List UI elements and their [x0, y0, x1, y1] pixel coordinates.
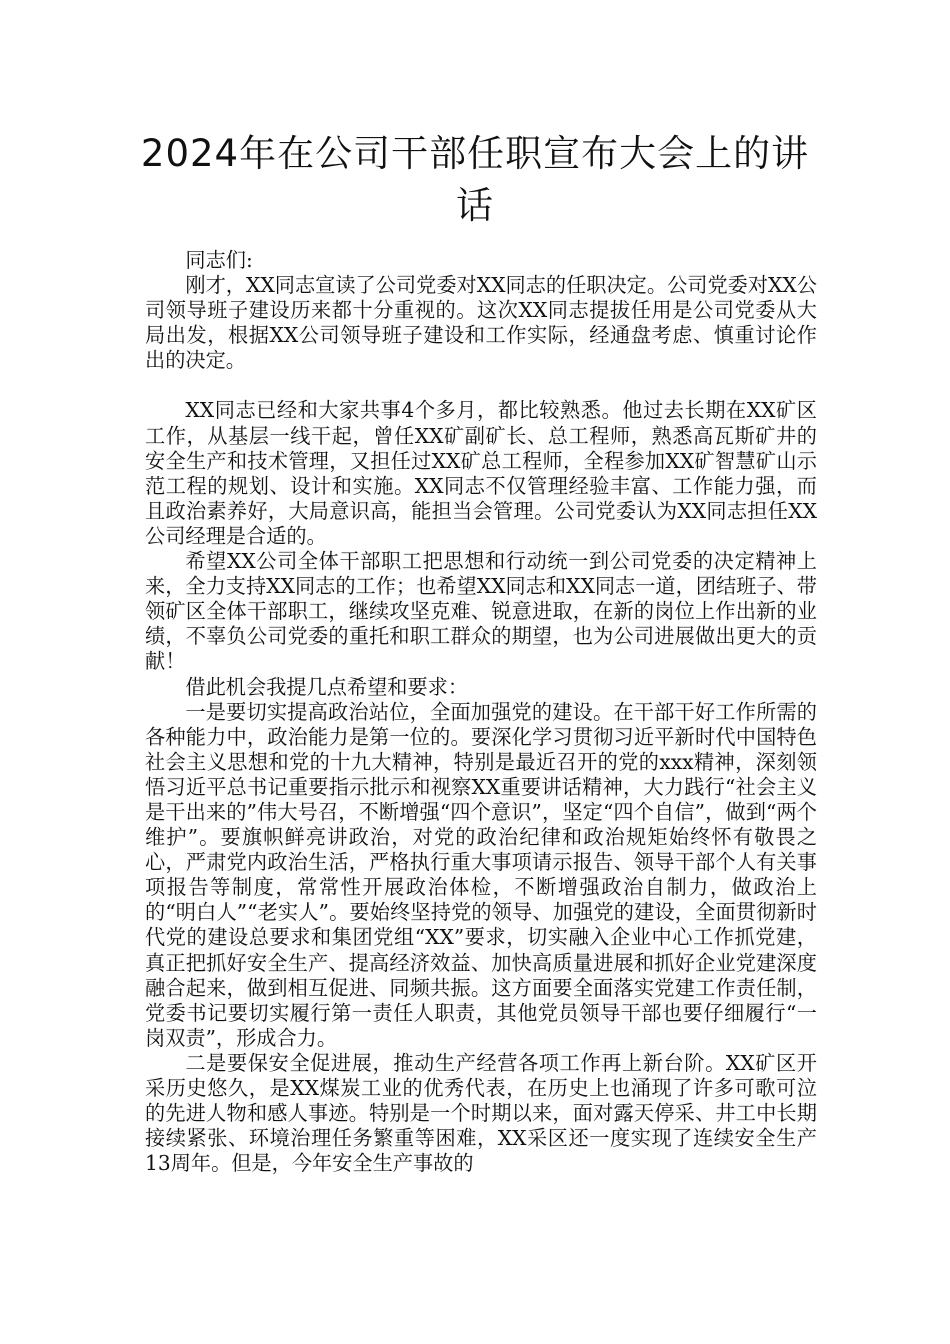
- document-body: [145, 248, 817, 1176]
- paragraph: 一是要切实提高政治站位，全面加强党的建设。在干部干好工作所需的各种能力中，政治能力是第一位的。要深化学习贯彻习近平新时代中国特色社会主义思想和党的十九大精神，特别是最近召开的党的xxx精神，深刻领悟习近平总书记重要指示批示和视察XX重要讲话精神，大力践行“社会主义是干出来的”伟大号召，不断增强“四个意识”，坚定“四个自信”，做到“两个维护”。要旗帜鲜亮讲政治，对党的政治纪律和政治规矩始终怀有敬畏之心，严肃党内政治生活，严格执行重大事项请示报告、领导干部个人有关事项报告等制度，常常性开展政治体检，不断增强政治自制力，做政治上的“明白人”“老实人”。要始终坚持党的领导、加强党的建设，全面贯彻新时代党的建设总要求和集团党组“XX”要求，切实融入企业中心工作抓党建，真正把抓好安全生产、提高经济效益、加快高质量进展和抓好企业党建深度融合起来，做到相互促进、同频共振。这方面要全面落实党建工作责任制，党委书记要切实履行第一责任人职责，其他党员领导干部也要仔细履行“一岗双责”，形成合力。: [145, 699, 817, 1050]
- paragraph: XX同志已经和大家共事4个多月，都比较熟悉。他过去长期在XX矿区工作，从基层一线干起，曾任XX矿副矿长、总工程师，熟悉高瓦斯矿井的安全生产和技术管理，又担任过XX矿总工程师，全程参加XX矿智慧矿山示范工程的规划、设计和实施。XX同志不仅管理经验丰富、工作能力强，而且政治素养好，大局意识高，能担当会管理。公司党委认为XX同志担任XX公司经理是合适的。: [145, 398, 817, 548]
- salutation: 同志们:: [185, 248, 253, 272]
- paragraph: 二是要保安全促进展，推动生产经营各项工作再上新台阶。XX矿区开采历史悠久，是XX煤炭工业的优秀代表，在历史上也涌现了许多可歌可泣的先进人物和感人事迹。特别是一个时期以来，面对露天停采、井工中长期接续紧张、环境治理任务繁重等困难，XX采区还一度实现了连续安全生产13周年。但是，今年安全生产事故的: [145, 1050, 817, 1176]
- paragraph: 刚才，XX同志宣读了公司党委对XX同志的任职决定。公司党委对XX公司领导班子建设历来都十分重视的。这次XX同志提拔任用是公司党委从大局出发，根据XX公司领导班子建设和工作实际，经通盘考虑、慎重讨论作出的决定。: [145, 273, 817, 373]
- paragraph: 借此机会我提几点希望和要求：: [185, 674, 469, 699]
- paragraph: 希望XX公司全体干部职工把思想和行动统一到公司党委的决定精神上来，全力支持XX同志的工作；也希望XX同志和XX同志一道，团结班子、带领矿区全体干部职工，继续攻坚克难、锐意进取，在新的岗位上作出新的业绩，不辜负公司党委的重托和职工群众的期望，也为公司进展做出更大的贡献！: [145, 549, 817, 674]
- document-title: 2024年在公司干部任职宣布大会上的讲话: [140, 132, 810, 227]
